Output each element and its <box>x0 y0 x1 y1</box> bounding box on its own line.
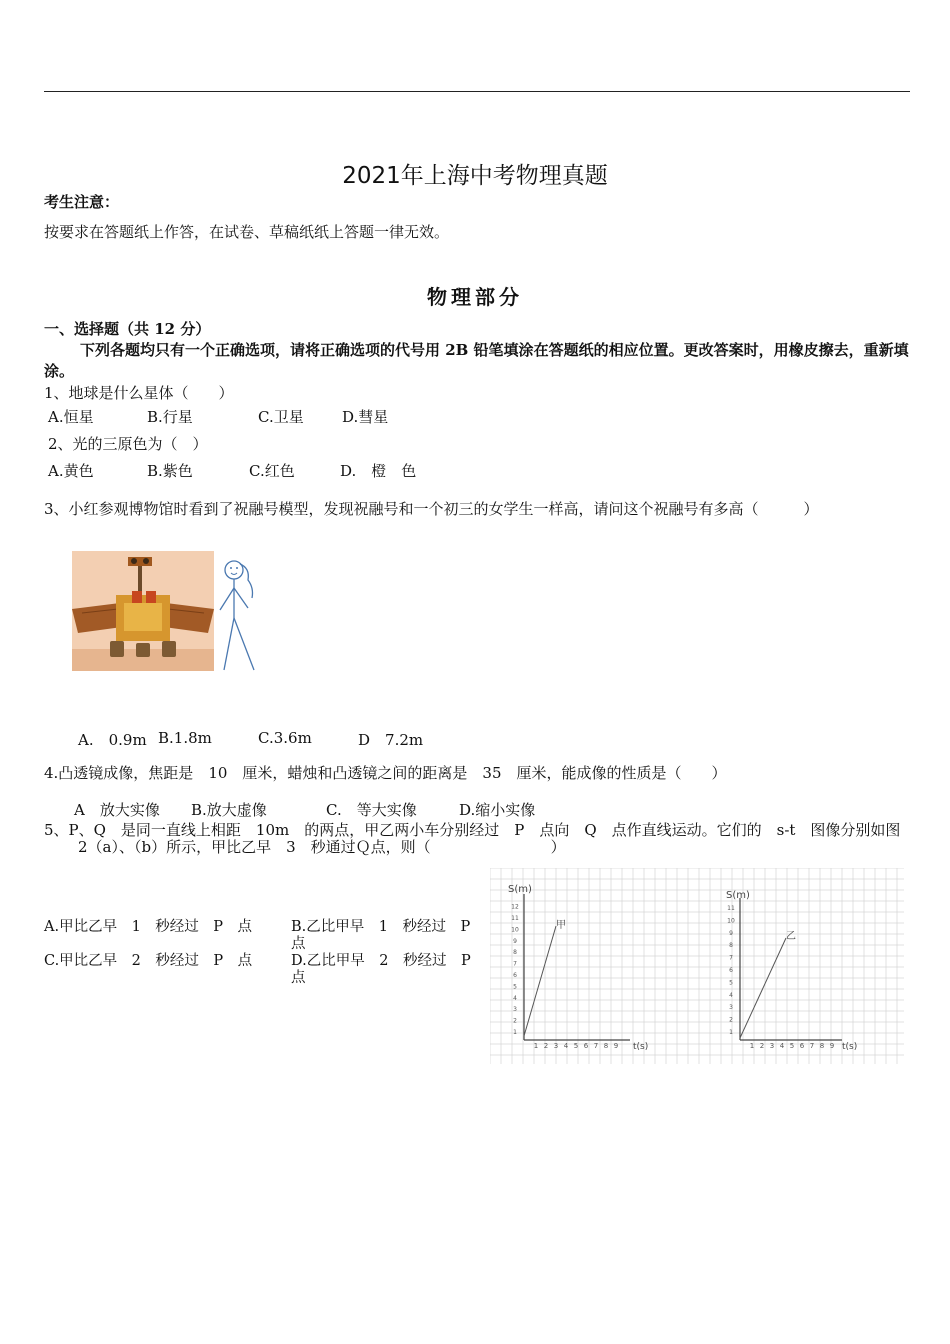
graph-b-line <box>740 938 786 1038</box>
graph-a-y-tick: 5 <box>513 983 517 991</box>
question-5-option-c: C.甲比乙早 2 秒经过 P 点 <box>44 953 253 969</box>
graph-b-y-tick: 6 <box>729 967 733 974</box>
question-5-option-d: D.乙比甲早 2 秒经过 P 点 <box>291 953 486 986</box>
question-5-stem-line2: 2（a）、（b）所示，甲比乙早 3 秒通过Ｑ点，则（ ） <box>78 838 566 856</box>
question-1-stem: 1、地球是什么星体（ ） <box>44 384 234 402</box>
question-2-option-c: C.红色 <box>249 462 295 480</box>
graph-b-y-tick: 9 <box>729 929 733 937</box>
st-graphs-figure <box>490 868 904 1064</box>
graph-b-x-tick: 3 <box>769 1042 775 1050</box>
graph-a-x-tick: 2 <box>543 1042 549 1050</box>
graph-a-x-tick: 8 <box>603 1042 609 1050</box>
graph-a-x-tick: 3 <box>553 1042 559 1050</box>
graph-b-y-tick: 5 <box>729 979 733 987</box>
graph-b-x-tick: 1 <box>749 1042 755 1050</box>
question-1-option-b: B.行星 <box>147 408 193 426</box>
graph-a-y-tick: 11 <box>511 915 519 922</box>
graph-a-xlabel: t(s) <box>633 1042 649 1052</box>
graph-b-line-label: 乙 <box>786 931 796 942</box>
graph-b-y-tick: 4 <box>729 991 733 999</box>
graph-a-y-tick: 4 <box>513 994 517 1002</box>
graph-b-xlabel: t(s) <box>842 1042 858 1052</box>
graph-b-x-tick: 5 <box>789 1042 795 1050</box>
graph-a-y-tick: 1 <box>513 1029 517 1036</box>
graph-b-x-tick: 6 <box>799 1042 805 1050</box>
graph-a-x-tick: 6 <box>583 1042 589 1050</box>
graph-b-y-tick: 10 <box>727 917 735 925</box>
question-4-option-c: C. 等大实像 <box>326 801 417 819</box>
graph-a-y-tick: 9 <box>513 937 517 945</box>
student-stick-figure <box>214 556 264 676</box>
question-2-option-b: B.紫色 <box>147 462 193 480</box>
graph-a-y-tick: 7 <box>513 960 517 968</box>
part1-instruction: 下列各题均只有一个正确选项，请将正确选项的代号用 2B 铅笔填涂在答题纸的相应位置。更改答案时，用橡皮擦去，重新填涂。 <box>44 341 909 380</box>
notice-heading: 考生注意： <box>44 193 120 211</box>
graph-b-y-tick: 1 <box>729 1029 733 1036</box>
question-1-option-c: C.卫星 <box>258 408 304 426</box>
question-4-option-a: A 放大实像 <box>74 801 160 819</box>
question-5-stem-line1: 5、P、Q 是同一直线上相距 10m 的两点，甲乙两小车分别经过 P 点向 Q 点作直线运动。它们的 s-t 图像分别如图 <box>44 821 901 839</box>
page-title: 2021年上海中考物理真题 <box>342 163 608 189</box>
graph-a-y-tick: 3 <box>513 1006 517 1014</box>
graph-b-y-tick: 2 <box>729 1016 733 1024</box>
header-rule <box>44 91 910 92</box>
graph-b-x-tick: 2 <box>759 1042 765 1050</box>
zhurong-rover-photo <box>72 551 214 671</box>
graph-a-y-tick: 2 <box>513 1017 517 1025</box>
part1-heading: 一、选择题（共 12 分） <box>44 320 211 338</box>
section-title: 物理部分 <box>427 285 523 309</box>
question-2-option-d: D. 橙 色 <box>340 462 417 480</box>
graph-a-line-label: 甲 <box>556 920 566 931</box>
graph-b-x-tick: 9 <box>829 1042 835 1050</box>
graph-b-y-tick: 3 <box>729 1004 733 1012</box>
graph-b-x-tick: 7 <box>809 1042 815 1050</box>
question-3-option-a: A. 0.9m <box>78 731 147 749</box>
question-2-stem: 2、光的三原色为（ ） <box>48 435 208 453</box>
graph-a-y-tick: 8 <box>513 949 517 957</box>
graph-b-y-tick: 7 <box>729 954 733 962</box>
graph-b-x-tick: 8 <box>819 1042 825 1050</box>
graph-b-y-tick: 8 <box>729 942 733 950</box>
graph-b-y-tick: 11 <box>727 905 735 912</box>
graph-a-y-tick: 10 <box>511 926 519 934</box>
graph-a-x-tick: 1 <box>533 1042 539 1050</box>
graph-a-x-tick: 5 <box>573 1042 579 1050</box>
question-1-option-a: A.恒星 <box>48 408 94 426</box>
question-5-option-a: A.甲比乙早 1 秒经过 P 点 <box>44 919 253 935</box>
question-3-option-c: C.3.6m <box>258 729 312 747</box>
graph-a-y-tick: 12 <box>511 903 519 911</box>
question-3-stem: 3、小红参观博物馆时看到了祝融号模型，发现祝融号和一个初三的女学生一样高，请问这个祝融号有多高（ ） <box>44 500 819 518</box>
question-5-option-b: B.乙比甲早 1 秒经过 P 点 <box>291 919 485 952</box>
graph-b-ylabel: S(m) <box>726 890 750 901</box>
question-2-option-a: A.黄色 <box>48 462 94 480</box>
question-1-option-d: D.彗星 <box>342 408 389 426</box>
graph-a-ylabel: S(m) <box>508 884 532 895</box>
question-3-option-d: D 7.2m <box>358 731 424 749</box>
question-4-option-d: D.缩小实像 <box>459 801 536 819</box>
question-4-stem: 4.凸透镜成像，焦距是 10 厘米，蜡烛和凸透镜之间的距离是 35 厘米，能成像的性质是（ ） <box>44 764 727 782</box>
notice-text: 按要求在答题纸上作答，在试卷、草稿纸纸上答题一律无效。 <box>44 223 450 241</box>
graph-a-x-tick: 4 <box>563 1042 569 1050</box>
graph-a-x-tick: 7 <box>593 1042 599 1050</box>
graph-a-y-tick: 6 <box>513 972 517 979</box>
graph-a-x-tick: 9 <box>613 1042 619 1050</box>
graph-a-line <box>524 926 556 1036</box>
graph-b <box>726 890 857 1052</box>
grid-paper <box>490 868 904 1064</box>
question-3-option-b: B.1.8m <box>158 729 212 747</box>
graph-b-x-tick: 4 <box>779 1042 785 1050</box>
question-4-option-b: B.放大虚像 <box>191 801 267 819</box>
